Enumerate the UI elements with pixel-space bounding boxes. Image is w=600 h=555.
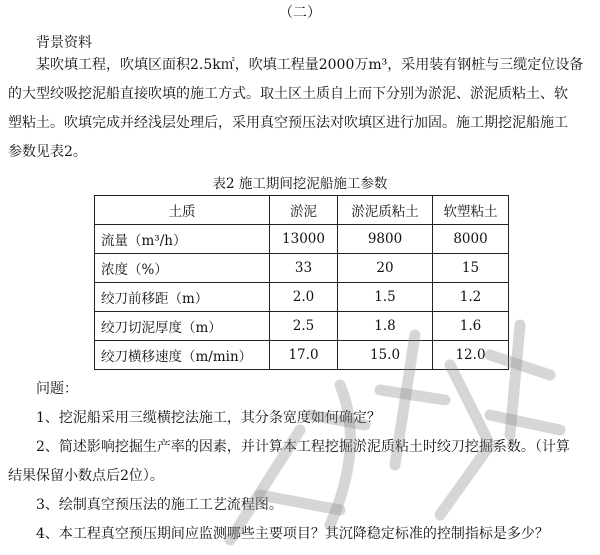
header-silt: 淤泥 — [270, 196, 338, 225]
background-line: 塑粘土。吹填完成并经浅层处理后，采用真空预压法对吹填区进行加固。施工期挖泥船施工 — [8, 115, 568, 131]
table-cell: 8000 — [433, 225, 509, 254]
section-number: （二） — [279, 5, 321, 21]
background-line: 参数见表2。 — [8, 144, 87, 160]
table-cell: 1.8 — [338, 312, 433, 341]
table-header-row — [95, 196, 509, 225]
header-soil-type: 土质 — [95, 196, 270, 225]
table-cell: 2.0 — [270, 283, 338, 312]
question-1: 1、挖泥船采用三缆横挖法施工，其分条宽度如何确定？ — [36, 410, 381, 426]
table-caption: 表2 施工期间挖泥船施工参数 — [212, 176, 388, 192]
row-label: 绞刀切泥厚度（m） — [95, 312, 270, 341]
table-cell: 20 — [338, 254, 433, 283]
table-cell: 9800 — [338, 225, 433, 254]
table-cell: 2.5 — [270, 312, 338, 341]
row-label: 绞刀横移速度（m/min） — [95, 341, 270, 370]
background-line: 的大型绞吸挖泥船直接吹填的施工方式。取土区土质自上而下分别为淤泥、淤泥质粘土、软 — [8, 86, 568, 102]
row-label: 浓度（%） — [95, 254, 270, 283]
header-soft-plastic-clay: 软塑粘土 — [433, 196, 509, 225]
row-label: 绞刀前移距（m） — [95, 283, 270, 312]
header-silty-clay: 淤泥质粘土 — [338, 196, 433, 225]
construction-parameters-table — [94, 195, 509, 370]
table-row — [95, 225, 509, 254]
table-row — [95, 254, 509, 283]
table-row — [95, 283, 509, 312]
questions-label: 问题： — [36, 381, 78, 397]
table-cell: 13000 — [270, 225, 338, 254]
table-row — [95, 341, 509, 370]
question-3: 3、绘制真空预压法的施工工艺流程图。 — [36, 497, 283, 513]
table-cell: 1.5 — [338, 283, 433, 312]
table-cell: 15.0 — [338, 341, 433, 370]
background-label: 背景资料 — [36, 35, 92, 51]
background-line: 某吹填工程，吹填区面积2.5k㎡，吹填工程量2000万m³，采用装有钢桩与三缆定位设备 — [36, 57, 584, 73]
question-4: 4、本工程真空预压期间应监测哪些主要项目？其沉降稳定标准的控制指标是多少？ — [36, 526, 549, 542]
question-2-continued: 结果保留小数点后2位）。 — [8, 468, 164, 484]
table-cell: 15 — [433, 254, 509, 283]
table-cell: 17.0 — [270, 341, 338, 370]
row-label: 流量（m³/h） — [95, 225, 270, 254]
background-paragraph — [8, 51, 592, 167]
table-cell: 1.2 — [433, 283, 509, 312]
table-cell: 1.6 — [433, 312, 509, 341]
table-cell: 12.0 — [433, 341, 509, 370]
table-row — [95, 312, 509, 341]
question-2: 2、简述影响挖掘生产率的因素，并计算本工程挖掘淤泥质粘土时绞刀挖掘系数。（计算 — [36, 439, 570, 455]
table-cell: 33 — [270, 254, 338, 283]
